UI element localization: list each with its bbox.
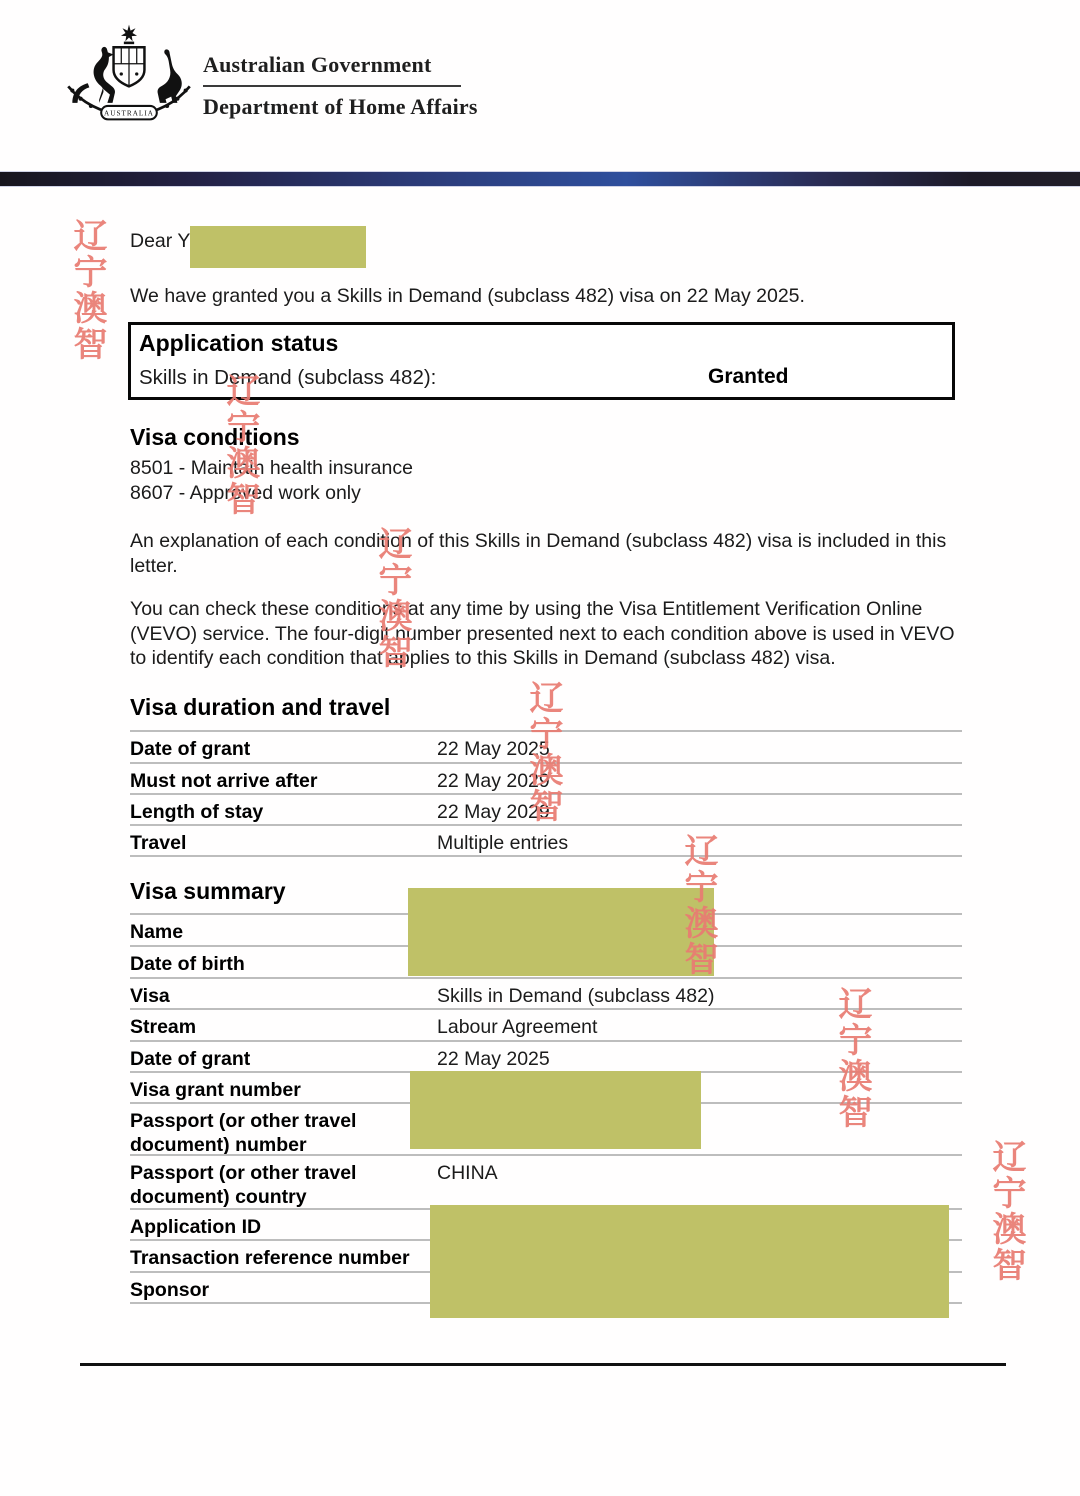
watermark: 辽宁澳智 — [68, 218, 106, 362]
row-label: Stream — [130, 1016, 197, 1038]
application-status-value: Granted — [708, 365, 789, 388]
watermark: 辽宁澳智 — [987, 1139, 1025, 1283]
visa-duration-heading: Visa duration and travel — [130, 694, 391, 720]
salutation: Dear Y — [130, 230, 191, 252]
redaction-box-grant-passport-numbers — [410, 1071, 701, 1149]
application-status-title: Application status — [139, 330, 339, 356]
row-label: Passport (or other travel document) country — [130, 1162, 357, 1208]
visa-summary-heading: Visa summary — [130, 878, 286, 904]
row-value: Skills in Demand (subclass 482) — [437, 985, 715, 1007]
australian-coat-of-arms-icon — [60, 24, 198, 122]
redaction-box-name-dob — [408, 888, 714, 976]
row-label: Name — [130, 921, 184, 943]
header-accent-bar — [0, 171, 1080, 187]
row-value: 22 May 2029 — [437, 770, 550, 792]
redaction-box-name-salutation — [190, 226, 366, 268]
watermark: 辽宁澳智 — [221, 373, 259, 517]
row-value: Labour Agreement — [437, 1016, 598, 1038]
visa-conditions-heading: Visa conditions — [130, 424, 300, 450]
redaction-box-ids-sponsor — [430, 1205, 949, 1318]
emu-icon — [158, 49, 182, 103]
row-label: Visa grant number — [130, 1079, 301, 1101]
row-label: Application ID — [130, 1216, 262, 1238]
watermark: 辽宁澳智 — [373, 526, 411, 670]
table-row — [130, 824, 962, 855]
star-icon — [121, 25, 137, 42]
row-label: Length of stay — [130, 801, 264, 823]
row-value: 22 May 2029 — [437, 801, 550, 823]
row-label: Travel — [130, 832, 187, 854]
row-value: 22 May 2025 — [437, 1048, 550, 1070]
vevo-paragraph: You can check these conditions at any time by using the Visa Entitlement Verification Online (VEVO) service. The four-digit number presented next to each condition above is used in VEVO to identify each condition that applies to this Skills in Demand (subclass 482) visa. — [130, 598, 955, 669]
header-divider — [203, 85, 461, 87]
row-value: Multiple entries — [437, 832, 569, 854]
row-label: Passport (or other travel document) number — [130, 1110, 357, 1156]
condition-8607: 8607 - Approved work only — [130, 482, 361, 504]
government-title: Australian Government — [203, 52, 432, 77]
condition-8501: 8501 - Maintain health insurance — [130, 457, 413, 479]
condition-explanation-paragraph: An explanation of each condition of this Skills in Demand (subclass 482) visa is included in this letter. — [130, 530, 947, 577]
footer-divider — [80, 1363, 1006, 1366]
row-value: 22 May 2025 — [437, 738, 550, 760]
application-status-label: Skills in Demand (subclass 482): — [139, 366, 437, 389]
banner-label: AUSTRALIA — [104, 109, 154, 118]
row-label: Date of birth — [130, 953, 245, 975]
kangaroo-icon — [94, 47, 115, 103]
row-label: Visa — [130, 985, 170, 1007]
watermark: 辽宁澳智 — [679, 833, 717, 977]
department-title: Department of Home Affairs — [203, 94, 478, 119]
row-label: Transaction reference number — [130, 1247, 410, 1269]
intro-sentence: We have granted you a Skills in Demand (subclass 482) visa on 22 May 2025. — [130, 285, 805, 307]
row-label: Date of grant — [130, 738, 251, 760]
watermark: 辽宁澳智 — [833, 986, 871, 1130]
row-label: Sponsor — [130, 1279, 210, 1301]
watermark: 辽宁澳智 — [524, 680, 562, 824]
row-label: Must not arrive after — [130, 770, 318, 792]
row-label: Date of grant — [130, 1048, 251, 1070]
row-value: CHINA — [437, 1162, 498, 1184]
table-row — [130, 1154, 962, 1208]
header-titles — [203, 52, 633, 120]
